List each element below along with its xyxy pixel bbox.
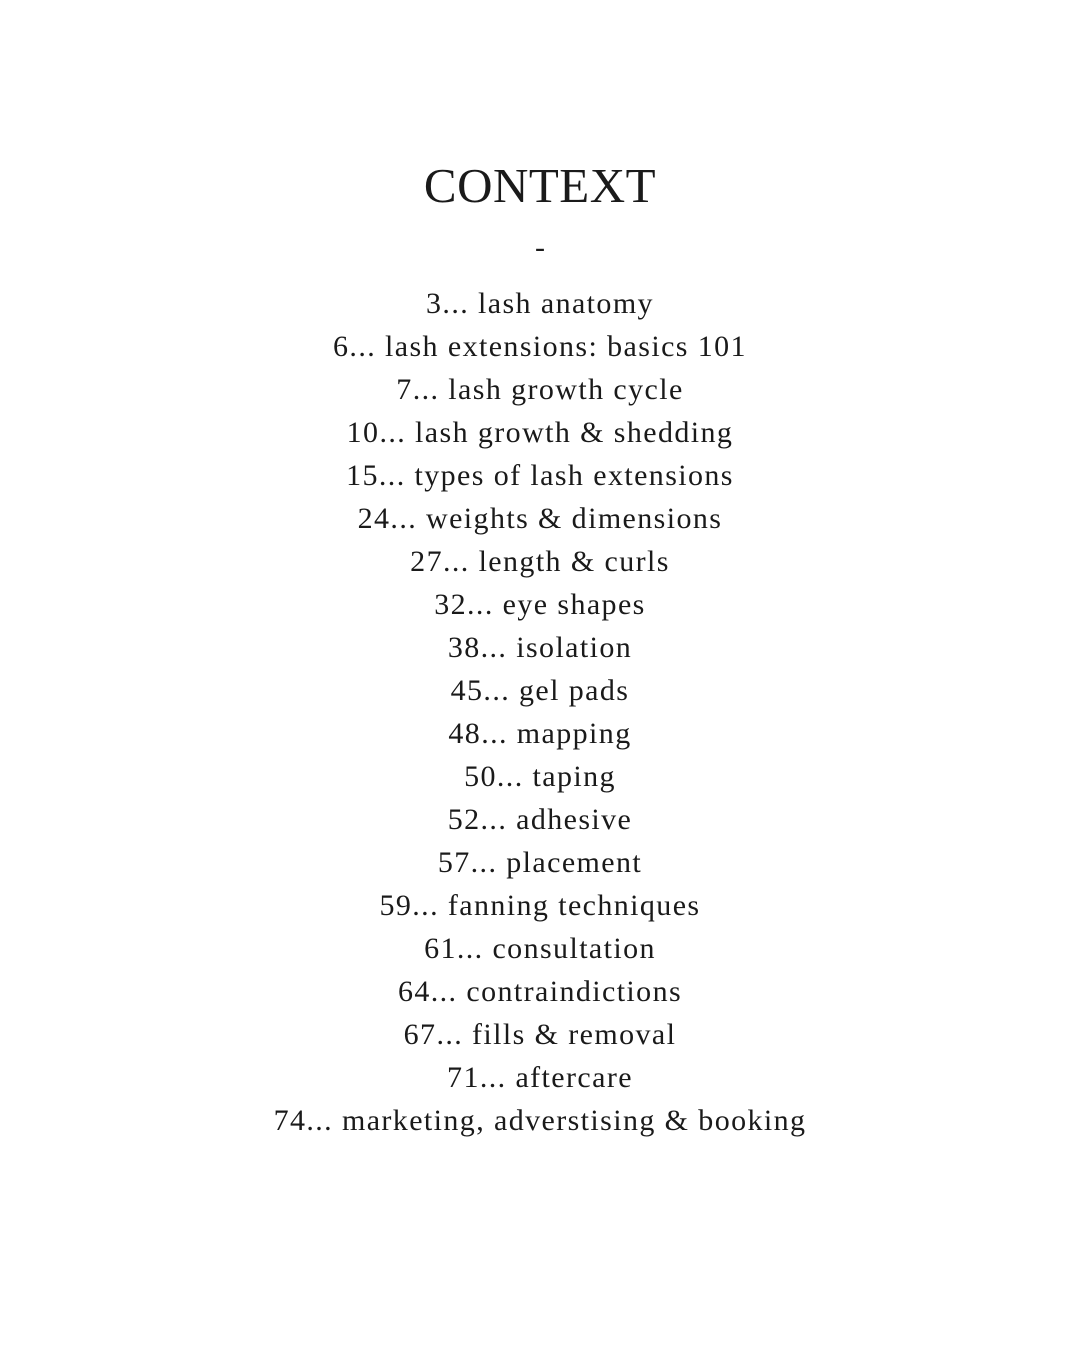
toc-entry: 61... consultation xyxy=(424,932,656,965)
page-title: CONTEXT xyxy=(423,158,657,213)
toc-entry: 50... taping xyxy=(464,760,616,793)
toc-entry: 7... lash growth cycle xyxy=(396,373,684,406)
table-of-contents xyxy=(0,282,1080,1142)
toc-entry: 59... fanning techniques xyxy=(379,889,701,922)
toc-entry: 24... weights & dimensions xyxy=(357,502,723,535)
toc-entry: 6... lash extensions: basics 101 xyxy=(333,330,747,363)
toc-entry: 71... aftercare xyxy=(447,1061,633,1094)
toc-entry: 67... fills & removal xyxy=(403,1018,677,1051)
toc-entry: 48... mapping xyxy=(448,717,632,750)
toc-entry: 15... types of lash extensions xyxy=(346,459,734,492)
toc-entry: 52... adhesive xyxy=(447,803,633,836)
title-divider: - xyxy=(535,231,545,264)
toc-entry: 10... lash growth & shedding xyxy=(346,416,734,449)
toc-entry: 64... contraindictions xyxy=(397,975,683,1008)
toc-entry: 27... length & curls xyxy=(410,545,670,578)
toc-entry: 57... placement xyxy=(437,846,643,879)
toc-entry: 32... eye shapes xyxy=(434,588,646,621)
toc-entry: 74... marketing, adverstising & booking xyxy=(273,1104,807,1137)
toc-entry: 45... gel pads xyxy=(450,674,630,707)
toc-entry: 38... isolation xyxy=(447,631,633,664)
toc-entry: 3... lash anatomy xyxy=(426,287,654,320)
